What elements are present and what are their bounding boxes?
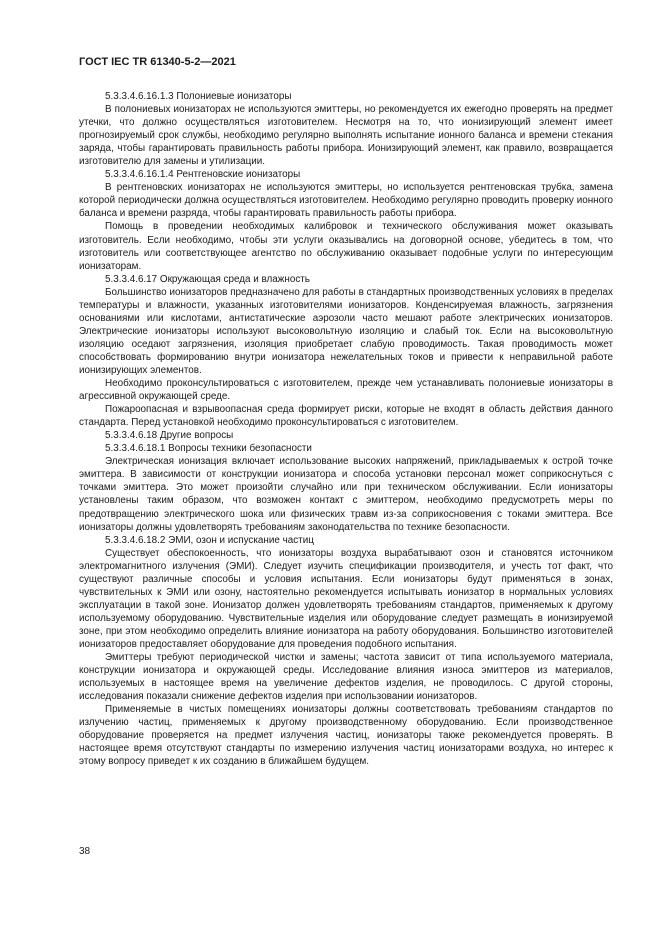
section-heading-polonium: 5.3.3.4.6.16.1.3 Полониевые ионизаторы <box>105 91 292 102</box>
paragraph-consult: Необходимо проконсультироваться с изготовителем, прежде чем устанавливать полониевые ионизаторы в агрессивной окружающей среде. <box>79 378 613 403</box>
document-header: ГОСТ IEC TR 61340-5-2—2021 <box>79 56 236 68</box>
paragraph-emitters: Эмиттеры требуют периодической чистки и замены; частота зависит от типа используемого материала, конструкции ионизатора и окружающей среды. Исследование влияния износа эмиттеров из материалов, используемых в настоящее время на увеличение дефектов изделия, не проводилось. С другой стороны, исследования показали снижение дефектов изделия при использовании ионизаторов. <box>79 652 613 703</box>
section-heading-safety: 5.3.3.4.6.18.1 Вопросы техники безопасности <box>105 443 312 455</box>
paragraph-safety: Электрическая ионизация включает использование высоких напряжений, прикладываемых к острой точке эмиттера. В зависимости от конструкции ионизатора и способа установки персонал может соприкоснуться с точками эмиттера. Это может произойти случайно или при техническом обслуживании. Если ионизаторы установлены таким образом, что возможен контакт с эмиттером, необходимо предусмотреть меры по предотвращению электрического шока или физических травм из-за соприкосновения с токами эмиттера. Все ионизаторы должны удовлетворять требованиям законодательства по технике безопасности. <box>79 456 613 533</box>
paragraph-environment: Большинство ионизаторов предназначено для работы в стандартных производственных условиях в пределах температуры и влажности, указанных изготовителями ионизаторов. Конденсируемая влажность, загрязнения основаниями или кислотами, антистатические аэрозоли часто мешают работе электрических ионизаторов. Электрические ионизаторы используют высоковольтную изоляцию и слабый ток. Если на высоковольтную изоляцию оседают загрязнения, изоляция приобретает слабую проводимость. Такая проводимость может способствовать формированию внутри ионизатора нежелательных токов и привести к неправильной работе ионизирующих элементов. <box>79 286 613 376</box>
paragraph-cleanroom: Применяемые в чистых помещениях ионизаторы должны соответствовать требованиям стандартов по излучению частиц, применяемых к другому производственному оборудованию. Если производственное оборудование проверяется на предмет излучения частиц, ионизаторы также рекомендуется проверять. В настоящее время отсутствуют стандарты по измерению излучения частиц ионизаторами воздуха, но интерес к этому вопросу приведет к их созданию в ближайшем будущем. <box>79 704 613 768</box>
page-content <box>79 90 613 768</box>
section-heading-other: 5.3.3.4.6.18 Другие вопросы <box>105 430 234 442</box>
section-heading-emi: 5.3.3.4.6.18.2 ЭМИ, озон и испускание частиц <box>105 534 314 546</box>
paragraph-polonium: В полониевых ионизаторах не используются эмиттеры, но рекомендуется их ежегодно проверять на предмет утечки, что должно осуществляться изготовителем. Несмотря на то, что ионизирующий элемент имеет прогнозируемый срок службы, необходимо регулярно выполнять испытание ионного баланса и времени стекания заряда, чтобы гарантировать правильность работы прибора. Ионизирующий элемент, как правило, возвращается изготовителю для замены и утилизации. <box>79 104 613 168</box>
section-heading-environment: 5.3.3.4.6.17 Окружающая среда и влажность <box>105 273 310 285</box>
paragraph-xray: В рентгеновских ионизаторах не используются эмиттеры, но используется рентгеновская трубка, замена которой периодически должна осуществляться изготовителем. Необходимо регулярно проводить проверку ионного баланса и времени разряда, чтобы гарантировать правильность работы прибора. <box>79 182 613 220</box>
section-heading-xray: 5.3.3.4.6.16.1.4 Рентгеновские ионизаторы <box>105 169 301 181</box>
paragraph-fire-hazard: Пожароопасная и взрывоопасная среда формирует риски, которые не входят в область действия данного стандарта. Перед установкой необходимо проконсультироваться с изготовителем. <box>79 404 613 429</box>
paragraph-emi: Существует обеспокоенность, что ионизаторы воздуха вырабатывают озон и становятся источником электромагнитного излучения (ЭМИ). Следует изучить спецификации производителя, и учесть тот факт, что существуют различные способы и условия испытания. Если ионизаторы будут применяться в зонах, чувствительных к ЭМИ или озону, настоятельно рекомендуется испытывать ионизатор в нормальных условиях эксплуатации в такой зоне. Ионизатор должен удовлетворять требованиям стандартов, применяемых к другому используемому оборудованию. Чувствительные изделия или оборудование следует размещать в ионизируемой зоне, при этом необходимо определить влияние ионизатора на работу оборудования. Большинство изготовителей ионизаторов предоставляет оборудование для проведения подобного испытания. <box>79 547 613 650</box>
paragraph-calibration: Помощь в проведении необходимых калибровок и технического обслуживания может оказывать изготовитель. Если необходимо, чтобы эти услуги оказывались на договорной основе, убедитесь в том, что изготовитель или соответствующее агентство по обслуживанию оказывает подобные услуги по интересующим ионизаторам. <box>79 221 613 272</box>
page-number: 38 <box>79 846 91 857</box>
